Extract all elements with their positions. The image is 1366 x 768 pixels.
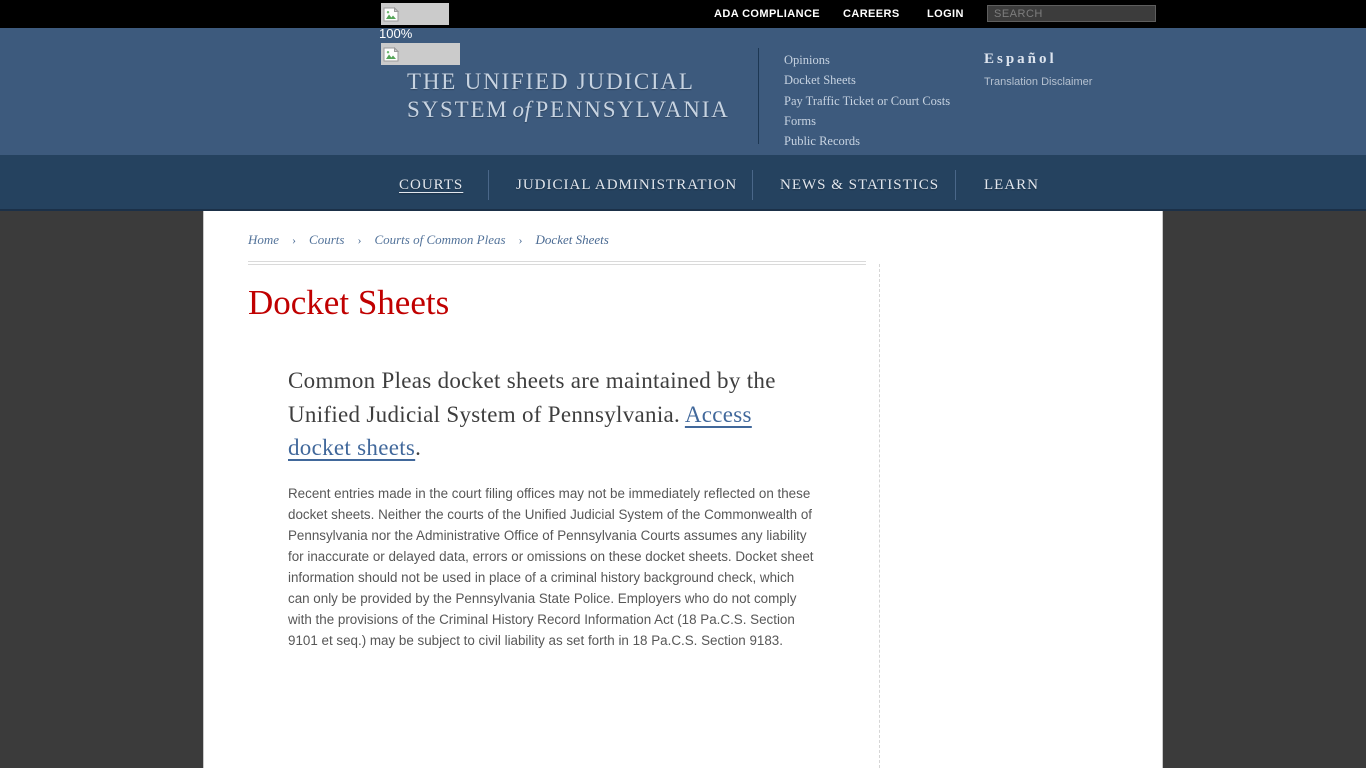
breadcrumb [248,232,609,248]
nav-separator [955,170,956,200]
content-panel [203,211,1163,768]
chevron-right-icon: › [518,233,523,247]
main-nav [0,155,1366,211]
espanol-link[interactable]: Español [984,51,1057,67]
disclaimer-paragraph: Recent entries made in the court filing offices may not be immediately reflected on these docket sheets. Neither the courts of the Unified Judicial System of the Commonwealth of Pennsylvania nor the Administrative Office of Pennsylvania Courts assumes any liability for inaccurate or delayed data, errors or omissions on these docket sheets. Docket sheet information should not be used in place of a criminal history background check, which can only be provided by the Pennsylvania State Police. Employers who do not comply with the provisions of the Criminal History Record Information Act (18 Pa.C.S. Section 9101 et seq.) may be subject to civil liability as set forth in 18 Pa.C.S. Section 9183. [288,486,814,648]
quick-link-forms[interactable]: Forms [784,113,816,128]
list-item [784,50,950,70]
breadcrumb-courts[interactable]: Courts [309,232,345,247]
list-item [784,111,950,131]
header-divider [758,48,759,144]
breadcrumb-home[interactable]: Home [248,232,280,247]
site-title-of: of [512,97,532,122]
lead-period: . [415,435,422,460]
list-item [784,131,950,151]
site-title-system: SYSTEM [407,97,509,122]
utility-bar [0,0,1366,28]
lead-paragraph [288,364,816,465]
horizontal-rule [248,261,866,265]
careers-link[interactable]: CAREERS [843,8,900,20]
site-title-line1: THE UNIFIED JUDICIAL [407,69,695,94]
quick-link-docket-sheets[interactable]: Docket Sheets [784,73,856,88]
ada-compliance-link[interactable]: ADA COMPLIANCE [714,8,821,20]
nav-item-courts[interactable]: COURTS [399,177,464,193]
lead-text: Common Pleas docket sheets are maintained by the Unified Judicial System of Pennsylvania. [288,368,776,427]
breadcrumb-current-docket-sheets: Docket Sheets [535,232,609,247]
quick-link-public-records[interactable]: Public Records [784,134,861,149]
page-title: Docket Sheets [248,283,450,322]
list-item [784,91,950,111]
broken-image-icon [383,47,399,62]
site-header [0,28,1366,155]
site-title-pennsylvania: PENNSYLVANIA [535,97,730,122]
site-title-line2 [407,96,730,124]
broken-image-icon [383,7,399,22]
breadcrumb-courts-of-common-pleas[interactable]: Courts of Common Pleas [374,232,506,247]
login-link[interactable]: LOGIN [927,8,964,20]
broken-image-placeholder [381,43,460,65]
chevron-right-icon: › [357,233,362,247]
search-input[interactable] [987,5,1156,22]
list-item [784,70,950,90]
column-divider [879,264,880,768]
nav-item-learn[interactable]: LEARN [984,177,1039,193]
translation-disclaimer-link[interactable]: Translation Disclaimer [984,76,1093,88]
access-docket-sheets-link[interactable]: Access docket sheets [288,401,752,460]
broken-image-placeholder [381,3,449,25]
quick-links [784,50,950,151]
quick-link-pay-traffic-ticket[interactable]: Pay Traffic Ticket or Court Costs [784,93,951,108]
nav-item-news-statistics[interactable]: NEWS & STATISTICS [780,177,940,193]
zoom-level-label: 100% [379,26,413,41]
site-title [407,68,730,124]
nav-item-judicial-administration[interactable]: JUDICIAL ADMINISTRATION [516,177,738,193]
nav-separator [752,170,753,200]
nav-separator [488,170,489,200]
chevron-right-icon: › [292,233,297,247]
quick-link-opinions[interactable]: Opinions [784,53,830,67]
